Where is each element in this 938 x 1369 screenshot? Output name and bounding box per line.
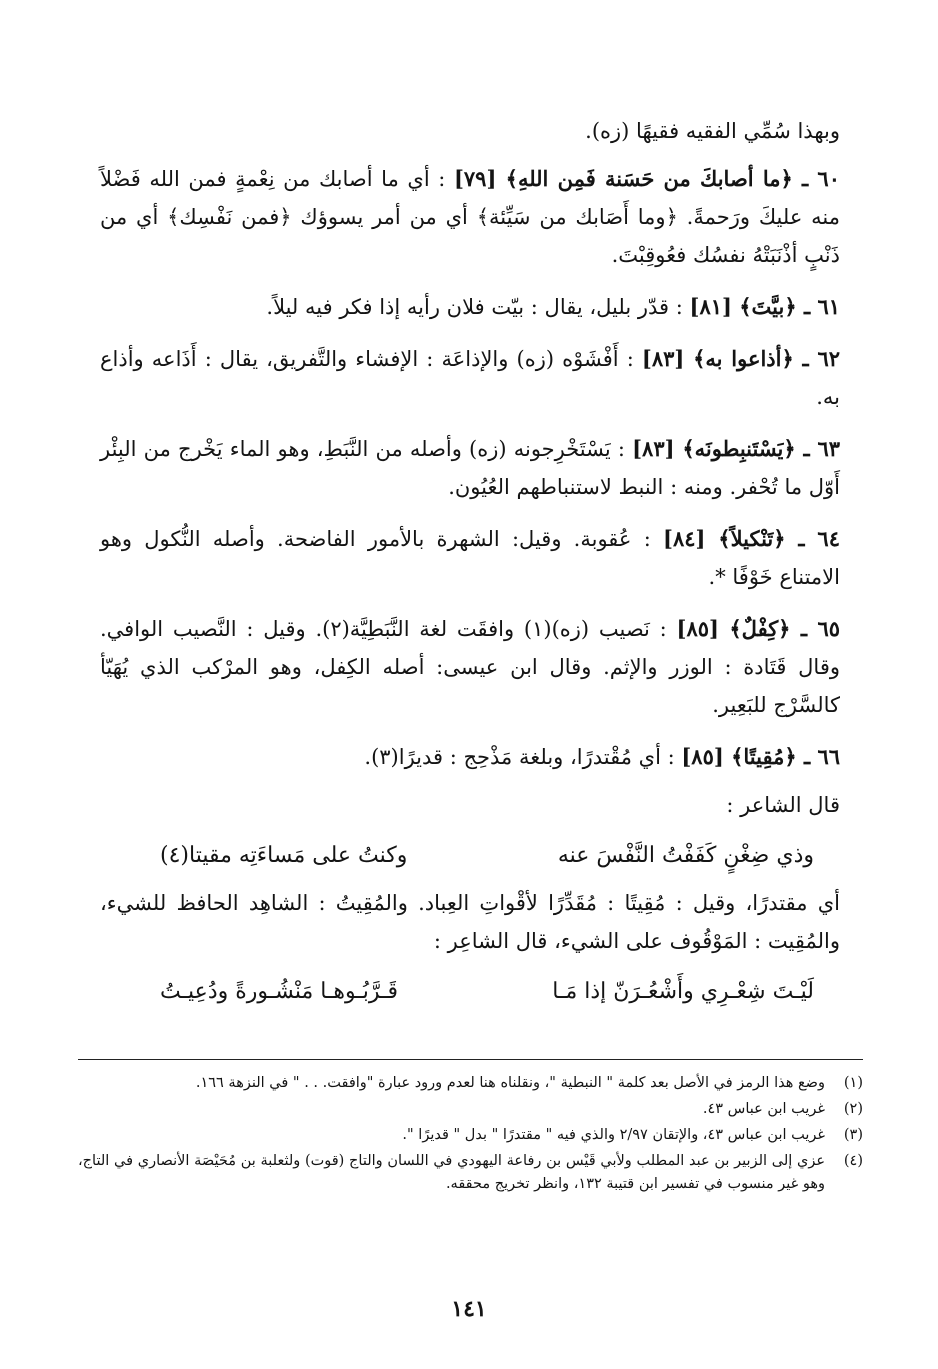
entry-text: : عُقوبة. وقيل: الشهرة بالأمور الفاضحة. وأصله النُّكول وهو الامتناع خَوْفًا *. [100,527,840,589]
entry-text: : نَصيب (زه)(١) وافقَت لغة النَّبَطِيَّة(٢). وقيل : النَّصيب الوافي. وقال قَتَادة : الوزر والإثم. وقال ابن عيسى: أصله الكِفل، وهو المرْكب الذي يُهَيّأ كالسَّرْج للبَعِير. [100,617,840,717]
entry-label: ٦٢ ـ ﴿أذاعوا به﴾ [٨٣] [641,346,841,371]
verse-second-hemistich: قَـرَّبُـوهـا مَنْشُـورةً ودُعِيـتُ [160,979,399,1004]
footnote [78,1150,863,1196]
footnote-text: عزي إلى الزبير بن عبد المطلب ولأبي قَيْس بن رفاعة اليهودي في اللسان والتاج (قوت) ولثعلبة بن مُحَيْصَة الأنصاري في التاج، وهو غير منسوب في تفسير ابن قتيبة ١٣٢، وانظر تخريج محققه. [78,1153,825,1192]
explanation-paragraph: أي مقتدرًا، وقيل : مُقِيتًا : مُقَدِّرًا لأقْواتِ العِباد. والمُقِيتُ : الشاهِد الحافظ للشيء، والمُقِيت : المَوْقُوف على الشيء، قال الشاعِر : [100,891,840,953]
entry-text: : يَسْتَخْرِجونه (زه) وأصله من النَّبَطِ، وهو الماء يَخْرج من البِئْر أَوّل ما تُحْفر. ومنه : النبط لاستنباطهم العُيُون. [100,437,840,499]
footnote-number: (١) [843,1075,863,1091]
footnote-number: (٤) [843,1153,863,1169]
page-number: ١٤١ [451,1296,487,1322]
footnote-divider [78,1059,863,1060]
footnote-number: (٣) [843,1127,863,1143]
verse-second-hemistich: وكنتُ على مَساءَتِه مقيتا(٤) [160,843,408,868]
entry-61 [100,288,840,326]
entry-65 [100,610,840,724]
entry-63 [100,430,840,506]
entry-text: : أي ما أصابك من نِعْمةٍ فمن الله فَضْلاً منه عليكَ ورَحمةً. ﴿وما أَصَابك من سَيِّئة﴾ أي من أمر يسوؤك ﴿فمن نَفْسِك﴾ أي من ذَنْبٍ أذْنَبَتْهُ نفسُك فعُوقِبْتَ. [100,167,840,267]
footnote [78,1098,863,1121]
footnote-text: وضع هذا الرمز في الأصل بعد كلمة " النبطية "، ونقلناه هنا لعدم ورود عبارة "وافقت. . . " في النزهة ١٦٦. [195,1075,825,1091]
poetry-verse-2 [100,970,840,1014]
entry-label: ٦٤ ـ ﴿تَنْكيلاً﴾ [٨٤] [663,526,840,551]
verse-first-hemistich: وذي ضِغْنٍ كَفَفْتُ النَّفْسَ عنه [557,843,814,868]
entry-label: ٦٦ ـ ﴿مُقِيتًا﴾ [٨٥] [681,744,840,769]
footnote [78,1124,863,1147]
paragraph-intro [100,112,840,150]
entry-label: ٦٣ ـ ﴿يَسْتَنبِطونَه﴾ [٨٣] [632,436,840,461]
poetry-verse-1 [100,834,840,878]
footnote-text: غريب ابن عباس ٤٣. [702,1101,825,1117]
footnotes [78,1072,863,1199]
entry-64 [100,520,840,596]
footnote-number: (٢) [843,1101,863,1117]
footnote-text: غريب ابن عباس ٤٣، والإتقان ٢/٩٧ والذي فيه " مقتدرًا " بدل " قديرًا ". [402,1127,825,1143]
footnote [78,1072,863,1095]
entry-62 [100,340,840,416]
paragraph-text: وبهذا سُمِّي الفقيه فقيهًا (زه). [585,119,840,143]
entry-text: : أَفْشَوْه (زه) والإذاعَة : الإفشاء والتَّفريق، يقال : أَذَاعه وأذاع به. [100,347,840,409]
poet-intro: قال الشاعر : [726,793,840,817]
entry-text: : قدّر بليل، يقال : بيّت فلان رأيه إذا فكر فيه ليلاً. [266,295,683,319]
entry-60 [100,160,840,274]
entry-label: ٦١ ـ ﴿بيَّتَ﴾ [٨١] [689,294,840,319]
entry-label: ٦٠ ـ ﴿ما أصابكَ من حَسَنة فَمِن اللهِ﴾ [٧٩] [453,166,840,191]
main-text [100,112,840,1020]
entry-text: : أي مُقْتدرًا، وبلغة مَذْحِج : قديرًا(٣). [364,745,675,769]
entry-66 [100,738,840,776]
entry-label: ٦٥ ـ ﴿كِفْلٌ﴾ [٨٥] [676,616,841,641]
verse-first-hemistich: لَيْـتَ شِعْـرِي وأَشْعُـرَنّ إذا مَـا [552,979,814,1004]
